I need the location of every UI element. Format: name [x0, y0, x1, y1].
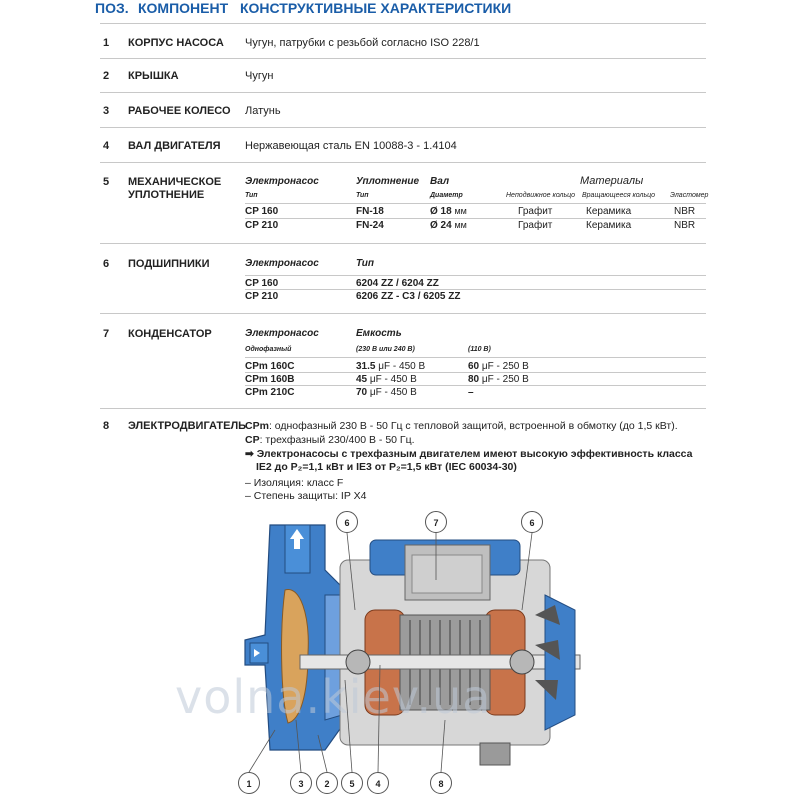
seal-r2-diam: Ø 24 мм — [430, 220, 467, 231]
row-5-num: 5 — [103, 176, 110, 188]
cap-s-v110: (110 В) — [468, 346, 491, 353]
seal-r2-rotating: Керамика — [586, 220, 632, 231]
seal-r2-pump: CP 210 — [245, 220, 279, 231]
motor-cpm-line: CPm: однофазный 230 В - 50 Гц с тепловой защитой, встроенной в обмотку (до 1,5 кВт). — [245, 420, 678, 432]
seal-h-pump: Электронасос — [245, 176, 319, 187]
motor-cp-line: CP: трехфазный 230/400 В - 50 Гц. — [245, 434, 415, 446]
callout-7-top: 7 — [425, 511, 447, 533]
row-8-num: 8 — [103, 420, 110, 432]
row-7-num: 7 — [103, 328, 110, 340]
seal-r1-stationary: Графит — [518, 206, 553, 217]
callout-5: 5 — [341, 772, 363, 794]
cap-r1-v110: 60 μF - 250 В — [468, 361, 529, 372]
seal-r1-seal: FN-18 — [356, 206, 384, 217]
cap-r2-v110: 80 μF - 250 В — [468, 374, 529, 385]
cap-r2-pump: CPm 160B — [245, 374, 295, 385]
row-3-text: Латунь — [245, 105, 281, 117]
seal-r1-diam: Ø 18 мм — [430, 206, 467, 217]
bearings-h-pump: Электронасос — [245, 258, 319, 269]
row-3-name: РАБОЧЕЕ КОЛЕСО — [128, 105, 231, 117]
row-4-name: ВАЛ ДВИГАТЕЛЯ — [128, 140, 221, 152]
seal-s-rotating: Вращающееся кольцо — [582, 192, 656, 199]
header-component: КОМПОНЕНТ — [138, 0, 229, 16]
seal-r2-stationary: Графит — [518, 220, 553, 231]
callout-3: 3 — [290, 772, 312, 794]
row-2-name: КРЫШКА — [128, 70, 179, 82]
cap-r1-pump: CPm 160C — [245, 361, 295, 372]
header-characteristics: КОНСТРУКТИВНЫЕ ХАРАКТЕРИСТИКИ — [240, 0, 512, 16]
row-2-text: Чугун — [245, 70, 274, 82]
seal-h-shaft: Вал — [430, 176, 450, 187]
seal-s-stationary: Неподвижное кольцо — [506, 192, 576, 199]
row-5-name: МЕХАНИЧЕСКОЕ УПЛОТНЕНИЕ — [128, 176, 222, 201]
seal-s-type: Тип — [245, 192, 258, 199]
seal-s-type2: Тип — [356, 192, 369, 199]
row-6-name: ПОДШИПНИКИ — [128, 258, 210, 270]
cap-r3-v230: 70 μF - 450 В — [356, 387, 417, 398]
bearings-r1-type: 6204 ZZ / 6204 ZZ — [356, 278, 439, 289]
seal-s-elastomer: Эластомер — [670, 192, 709, 199]
motor-note-line1: ➡ Электронасосы с трехфазным двигателем имеют высокую эффективность класса — [245, 448, 693, 460]
row-1-name: КОРПУС НАСОСА — [128, 37, 224, 49]
motor-insulation: – Изоляция: класс F — [245, 477, 344, 489]
cap-h-pump: Электронасос — [245, 328, 319, 339]
bearings-r2-type: 6206 ZZ - C3 / 6205 ZZ — [356, 291, 461, 302]
row-4-num: 4 — [103, 140, 110, 152]
callout-1: 1 — [238, 772, 260, 794]
row-8-name: ЭЛЕКТРОДВИГАТЕЛЬ — [128, 420, 247, 432]
cap-r1-v230: 31.5 μF - 450 В — [356, 361, 426, 372]
cap-r3-v110: – — [468, 387, 474, 398]
row-1-num: 1 — [103, 37, 110, 49]
seal-h-seal: Уплотнение — [356, 176, 420, 187]
row-6-num: 6 — [103, 258, 110, 270]
seal-r1-rotating: Керамика — [586, 206, 632, 217]
seal-s-diam: Диаметр — [430, 192, 463, 199]
row-3-num: 3 — [103, 105, 110, 117]
callout-4: 4 — [367, 772, 389, 794]
header-pos: ПОЗ. — [95, 0, 129, 16]
seal-h-materials: Материалы — [580, 175, 644, 187]
seal-r2-seal: FN-24 — [356, 220, 384, 231]
row-2-num: 2 — [103, 70, 110, 82]
seal-r1-pump: CP 160 — [245, 206, 279, 217]
callout-6-top-left: 6 — [336, 511, 358, 533]
row-1-text: Чугун, патрубки с резьбой согласно ISO 228/1 — [245, 37, 480, 49]
cap-r2-v230: 45 μF - 450 В — [356, 374, 417, 385]
row-4-text: Нержавеющая сталь EN 10088-3 - 1.4104 — [245, 140, 457, 152]
cap-r3-pump: CPm 210C — [245, 387, 295, 398]
cap-s-single: Однофазный — [245, 346, 292, 353]
seal-r2-elastomer: NBR — [674, 220, 696, 231]
callout-6-top-right: 6 — [521, 511, 543, 533]
cap-s-v230: (230 В или 240 В) — [356, 346, 415, 353]
seal-r1-elastomer: NBR — [674, 206, 696, 217]
bearings-h-type: Тип — [356, 258, 374, 269]
bearings-r2-pump: CP 210 — [245, 291, 279, 302]
motor-note-line2: IE2 до P₂=1,1 кВт и IE3 от P₂=1,5 кВт (IEC 60034-30) — [256, 461, 517, 473]
motor-protection: – Степень защиты: IP X4 — [245, 490, 367, 502]
watermark: volna.kiev.ua — [175, 670, 492, 724]
bearings-r1-pump: CP 160 — [245, 278, 279, 289]
cap-h-cap: Емкость — [356, 328, 402, 339]
callout-2: 2 — [316, 772, 338, 794]
callout-8: 8 — [430, 772, 452, 794]
row-7-name: КОНДЕНСАТОР — [128, 328, 212, 340]
